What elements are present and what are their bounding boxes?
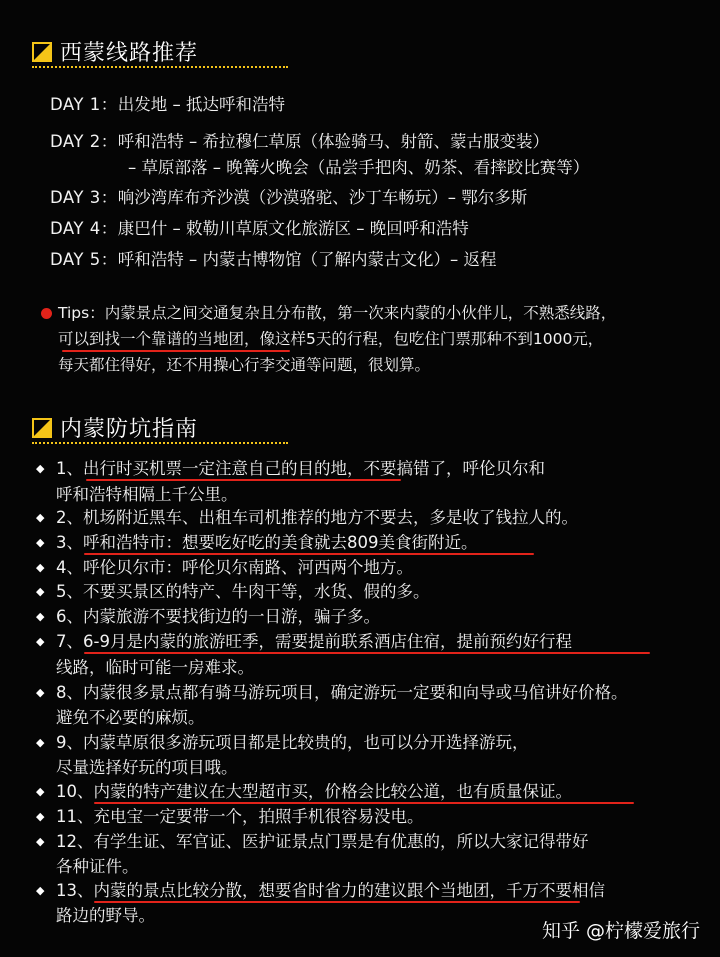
- highlight-underline: [84, 652, 650, 654]
- section-title-tips: [32, 412, 198, 443]
- tips-line: Tips：内蒙景点之间交通复杂且分布散，第一次来内蒙的小伙伴儿，不熟悉线路，: [58, 304, 617, 322]
- pencil-square-icon: [32, 418, 52, 438]
- diamond-bullet-icon: ◆: [36, 810, 45, 823]
- diamond-bullet-icon: ◆: [36, 511, 45, 524]
- list-item: 8、内蒙很多景点都有骑马游玩项目，确定游玩一定要和向导或马倌讲好价格。: [56, 683, 628, 702]
- diamond-bullet-icon: ◆: [36, 610, 45, 623]
- list-item-continued: 尽量选择好玩的项目哦。: [56, 758, 238, 777]
- day-line-continued: – 草原部落 – 晚篝火晚会（品尝手把肉、奶茶、看摔跤比赛等）: [128, 158, 590, 177]
- diamond-bullet-icon: ◆: [36, 462, 45, 475]
- day-line: DAY 2：呼和浩特 – 希拉穆仁草原（体验骑马、射箭、蒙古服变装）: [50, 132, 549, 151]
- list-item: 11、充电宝一定要带一个，拍照手机很容易没电。: [56, 807, 424, 826]
- list-item: 1、出行时买机票一定注意自己的目的地，不要搞错了，呼伦贝尔和: [56, 459, 545, 478]
- list-item: 12、有学生证、军官证、医护证景点门票是有优惠的，所以大家记得带好: [56, 832, 589, 851]
- list-item: 10、内蒙的特产建议在大型超市买，价格会比较公道，也有质量保证。: [56, 782, 572, 801]
- day-line: DAY 1：出发地 – 抵达呼和浩特: [50, 95, 285, 114]
- highlight-underline: [94, 802, 634, 804]
- dotted-divider: [32, 442, 288, 444]
- list-item-continued: 呼和浩特相隔上千公里。: [56, 485, 238, 504]
- tips-line: 可以到找一个靠谱的当地团，像这样5天的行程，包吃住门票那种不到1000元，: [58, 330, 604, 348]
- day-line: DAY 3：响沙湾库布齐沙漠（沙漠骆驼、沙丁车畅玩）– 鄂尔多斯: [50, 188, 528, 207]
- section-title-routes: [32, 36, 198, 67]
- list-item-continued: 避免不必要的麻烦。: [56, 708, 205, 727]
- pencil-square-icon: [32, 42, 52, 62]
- day-line: DAY 5：呼和浩特 – 内蒙古博物馆（了解内蒙古文化）– 返程: [50, 250, 497, 269]
- diamond-bullet-icon: ◆: [36, 884, 45, 897]
- highlight-underline: [94, 901, 580, 903]
- red-dot-icon: [41, 308, 52, 319]
- diamond-bullet-icon: ◆: [36, 835, 45, 848]
- day-line: DAY 4：康巴什 – 敕勒川草原文化旅游区 – 晚回呼和浩特: [50, 219, 469, 238]
- diamond-bullet-icon: ◆: [36, 635, 45, 648]
- list-item-continued: 各种证件。: [56, 857, 139, 876]
- list-item: 13、内蒙的景点比较分散，想要省时省力的建议跟个当地团，千万不要相信: [56, 881, 605, 900]
- watermark: 知乎 @柠檬爱旅行: [541, 920, 700, 942]
- diamond-bullet-icon: ◆: [36, 585, 45, 598]
- tips-line: 每天都住得好，还不用操心行李交通等问题，很划算。: [58, 356, 431, 374]
- list-item: 6、内蒙旅游不要找街边的一日游，骗子多。: [56, 607, 380, 626]
- list-item: 7、6-9月是内蒙的旅游旺季，需要提前联系酒店住宿，提前预约好行程: [56, 632, 572, 651]
- dotted-divider: [32, 66, 288, 68]
- list-item: 9、内蒙草原很多游玩项目都是比较贵的，也可以分开选择游玩，: [56, 733, 529, 752]
- diamond-bullet-icon: ◆: [36, 536, 45, 549]
- diamond-bullet-icon: ◆: [36, 736, 45, 749]
- list-item-continued: 线路，临时可能一房难求。: [56, 658, 254, 677]
- list-item: 4、呼伦贝尔市：呼伦贝尔南路、河西两个地方。: [56, 558, 413, 577]
- list-item-continued: 路边的野导。: [56, 906, 155, 925]
- highlight-underline: [62, 350, 290, 352]
- list-item: 5、不要买景区的特产、牛肉干等，水货、假的多。: [56, 582, 430, 601]
- diamond-bullet-icon: ◆: [36, 785, 45, 798]
- section-heading: 内蒙防坑指南: [60, 417, 199, 442]
- diamond-bullet-icon: ◆: [36, 561, 45, 574]
- section-heading: 西蒙线路推荐: [60, 41, 199, 66]
- highlight-underline: [86, 479, 401, 481]
- highlight-underline: [84, 553, 534, 555]
- list-item: 3、呼和浩特市：想要吃好吃的美食就去809美食街附近。: [56, 533, 478, 552]
- diamond-bullet-icon: ◆: [36, 686, 45, 699]
- list-item: 2、机场附近黑车、出租车司机推荐的地方不要去，多是收了钱拉人的。: [56, 508, 578, 527]
